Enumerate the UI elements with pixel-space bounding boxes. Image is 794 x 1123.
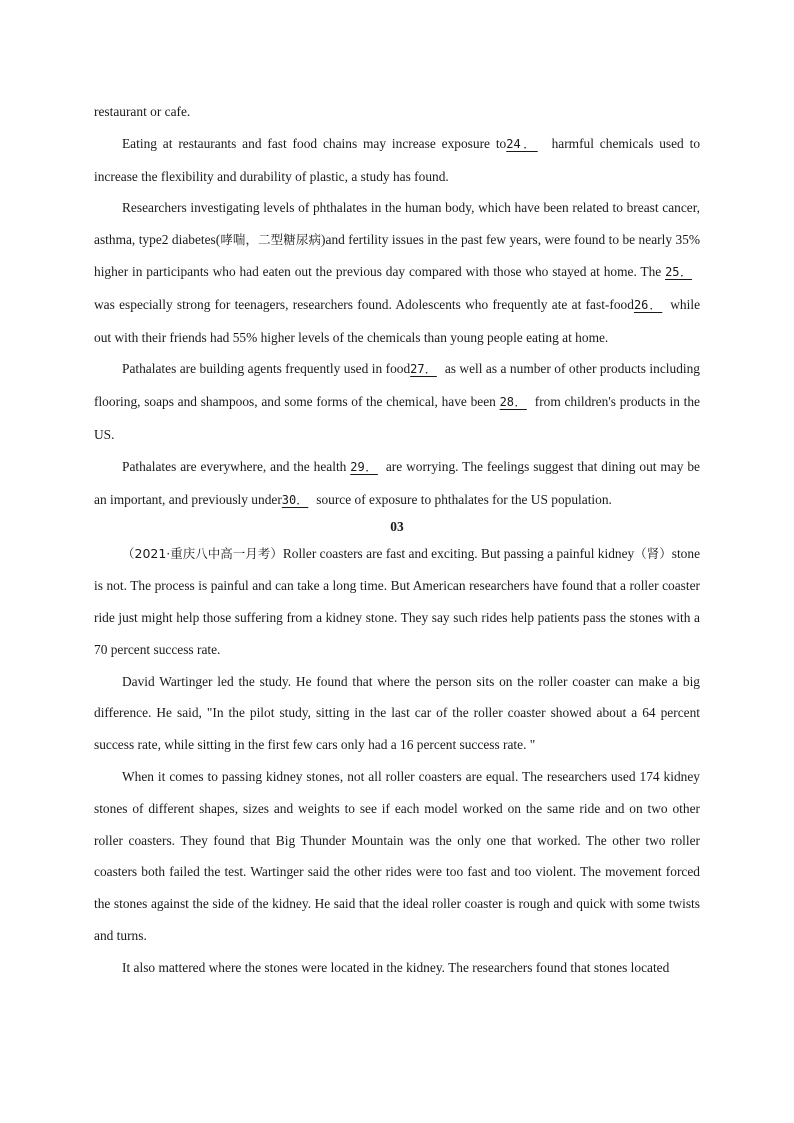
paragraph-text: Eating at restaurants and fast food chains may increase exposure to <box>122 135 507 151</box>
chinese-gloss: （肾） <box>634 546 672 562</box>
paragraph-text: stone is not. The process is painful and can take a long time. But American researchers have found that a roller coaster ride just might help those suffering from a kidney stone. They say such rides help patients pass the stones with a 70 percent success rate. <box>94 546 701 657</box>
paragraph-text: Roller coasters are fast and exciting. But passing a painful kidney <box>282 546 635 562</box>
paragraph-text: )and fertility issues in the past few years, were found to be nearly 35% higher in participants who had eaten out the previous day compared with those who stayed at home. The <box>94 232 700 279</box>
paragraph-text: restaurant or cafe. <box>94 104 191 119</box>
document-page <box>94 96 700 984</box>
paragraph-exposure <box>94 128 700 193</box>
source-label: 重庆八中高一月考 <box>170 546 271 562</box>
paragraph-not-equal <box>94 761 700 952</box>
paragraph-text: as well as a number of other products including flooring, soaps and shampoos, and some forms of the chemical, have been <box>94 361 701 410</box>
paragraph-building-agents <box>94 353 700 450</box>
paragraph-text: harmful chemicals used to increase the flexibility and durability of plastic, a study has found. <box>94 135 701 184</box>
blank-28[interactable]: 28． <box>499 395 527 410</box>
paragraph-text: from children's products in the US. <box>94 394 700 442</box>
paragraph-text: Pathalates are everywhere, and the health <box>122 458 351 474</box>
paragraph-text: David Wartinger led the study. He found that where the person sits on the roller coaster can make a big difference. He said, "In the pilot study, sitting in the last car of the roller coaster showed about a 64 percent success rate, while sitting in the first few cars only had a 16 percent success rate. " <box>94 673 700 753</box>
blank-27[interactable]: 27． <box>410 362 437 377</box>
chinese-gloss: 哮喘，二型糖尿病 <box>220 232 322 248</box>
blank-30[interactable]: 30． <box>281 492 309 507</box>
source-close: ） <box>270 546 283 562</box>
blank-24[interactable]: 24． <box>506 136 538 151</box>
paragraph-wartinger <box>94 666 700 761</box>
paragraph-continuation <box>94 96 700 128</box>
paragraph-text: When it comes to passing kidney stones, not all roller coasters are equal. The researchers used 174 kidney stones of different shapes, sizes and weights to see if each model worked on the same ride and on two other roller coasters. They found that Big Thunder Mountain was the only one that worked. The other two roller coasters both failed the test. Wartinger said the other rides were too fast and too violent. The movement forced the stones against the side of the kidney. He said that the ideal roller coaster is rough and quick with some twists and turns. <box>94 768 700 943</box>
paragraph-text: while out with their friends had 55% higher levels of the chemicals than young people eating at home. <box>94 296 701 345</box>
paragraph-roller-coasters <box>94 538 700 665</box>
paragraph-text: was especially strong for teenagers, researchers found. Adolescents who frequently ate at fast-food <box>94 296 634 312</box>
blank-26[interactable]: 26． <box>633 297 663 312</box>
paragraph-location <box>94 952 700 984</box>
paragraph-text: Researchers investigating levels of phthalates in the human body, which have been related to breast cancer, asthma, type2 diabetes( <box>94 200 700 248</box>
source-open: （2021· <box>122 546 171 562</box>
paragraph-text: Pathalates are building agents frequently used in food <box>122 361 411 377</box>
paragraph-text: source of exposure to phthalates for the US population. <box>316 491 612 507</box>
paragraph-everywhere <box>94 451 700 517</box>
blank-25[interactable]: 25． <box>665 264 692 279</box>
section-number: 03 <box>390 519 404 535</box>
paragraph-text: It also mattered where the stones were located in the kidney. The researchers found that stones located <box>122 959 670 975</box>
paragraph-text: are worrying. The feelings suggest that dining out may be an important, and previously under <box>94 458 700 507</box>
paragraph-researchers <box>94 192 700 353</box>
blank-29[interactable]: 29． <box>350 459 378 474</box>
